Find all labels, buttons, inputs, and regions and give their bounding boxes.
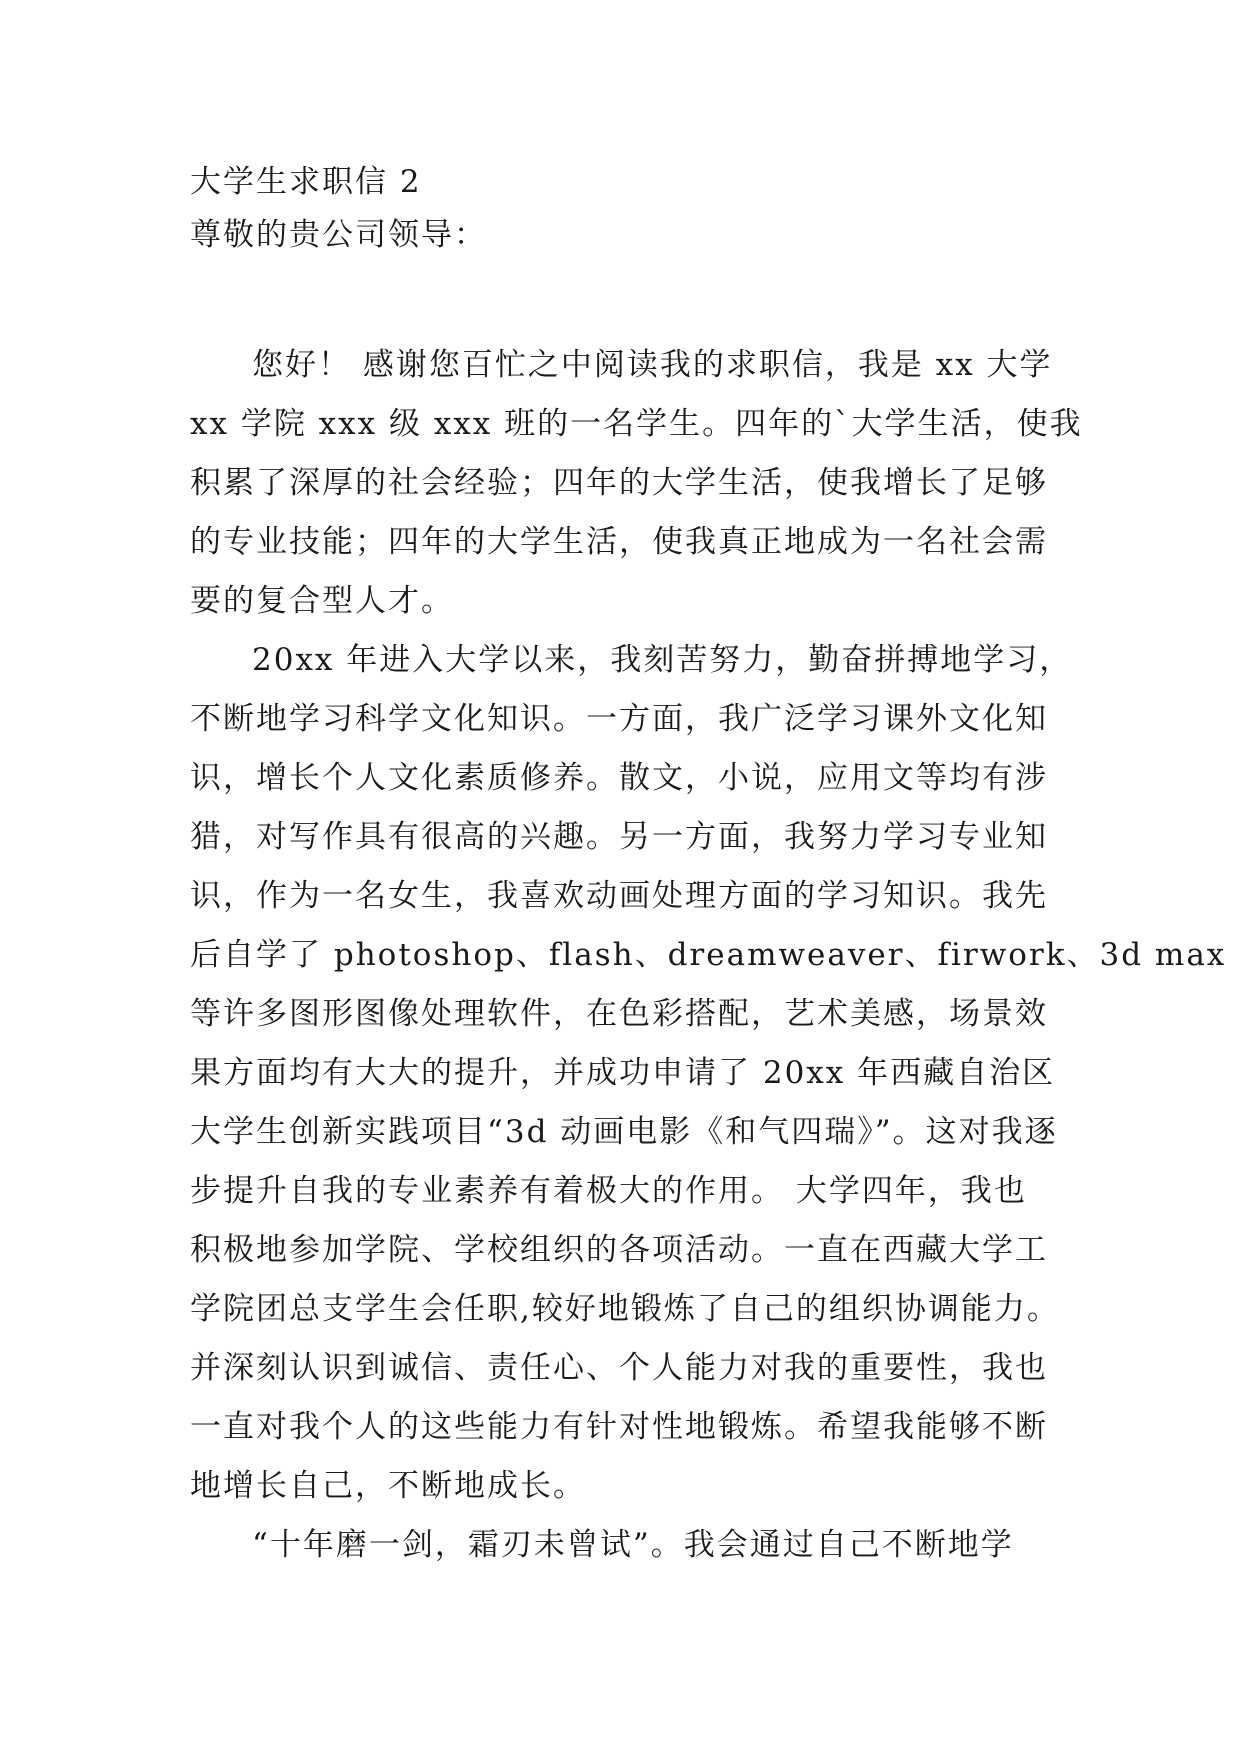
body-line-20: 地增长自己，不断地成长。 bbox=[190, 1468, 586, 1504]
body-line-2: xx 学院 xxx 级 xxx 班的一名学生。四年的`大学生活，使我 bbox=[190, 406, 1083, 442]
body-line-5: 要的复合型人才。 bbox=[190, 583, 454, 619]
body-line-4: 的专业技能；四年的大学生活，使我真正地成为一名社会需 bbox=[190, 524, 1048, 560]
body-line-18: 并深刻认识到诚信、责任心、个人能力对我的重要性，我也 bbox=[190, 1350, 1048, 1386]
body-line-12: 等许多图形图像处理软件，在色彩搭配，艺术美感，场景效 bbox=[190, 996, 1048, 1032]
body-line-14: 大学生创新实践项目“3d 动画电影《和气四瑞》”。这对我逐 bbox=[190, 1114, 1058, 1150]
body-line-8: 识，增长个人文化素质修养。散文，小说，应用文等均有涉 bbox=[190, 760, 1048, 796]
body-line-7: 不断地学习科学文化知识。一方面，我广泛学习课外文化知 bbox=[190, 701, 1048, 737]
body-line-15: 步提升自我的专业素养有着极大的作用。 大学四年，我也 bbox=[190, 1173, 1027, 1209]
body-line-16: 积极地参加学院、学校组织的各项活动。一直在西藏大学工 bbox=[190, 1232, 1048, 1268]
letter-salutation: 尊敬的贵公司领导： bbox=[190, 217, 487, 253]
body-line-17: 学院团总支学生会任职,较好地锻炼了自己的组织协调能力。 bbox=[190, 1291, 1060, 1327]
body-line-11: 后自学了 photoshop、flash、dreamweaver、firwork、3d max bbox=[190, 937, 1227, 973]
body-line-10: 识，作为一名女生，我喜欢动画处理方面的学习知识。我先 bbox=[190, 878, 1048, 914]
letter-header bbox=[190, 156, 1050, 262]
body-line-3: 积累了深厚的社会经验；四年的大学生活，使我增长了足够 bbox=[190, 465, 1048, 501]
letter-body bbox=[190, 336, 1227, 1575]
body-line-1: 您好！ 感谢您百忙之中阅读我的求职信，我是 xx 大学 bbox=[252, 347, 1053, 383]
body-line-19: 一直对我个人的这些能力有针对性地锻炼。希望我能够不断 bbox=[190, 1409, 1048, 1445]
body-line-9: 猎，对写作具有很高的兴趣。另一方面，我努力学习专业知 bbox=[190, 819, 1048, 855]
body-line-6: 20xx 年进入大学以来，我刻苦努力，勤奋拼搏地学习， bbox=[252, 642, 1073, 678]
body-line-21: “十年磨一剑，霜刃未曾试”。我会通过自己不断地学 bbox=[252, 1527, 1014, 1563]
body-line-13: 果方面均有大大的提升，并成功申请了 20xx 年西藏自治区 bbox=[190, 1055, 1056, 1091]
letter-title: 大学生求职信 2 bbox=[190, 164, 422, 200]
